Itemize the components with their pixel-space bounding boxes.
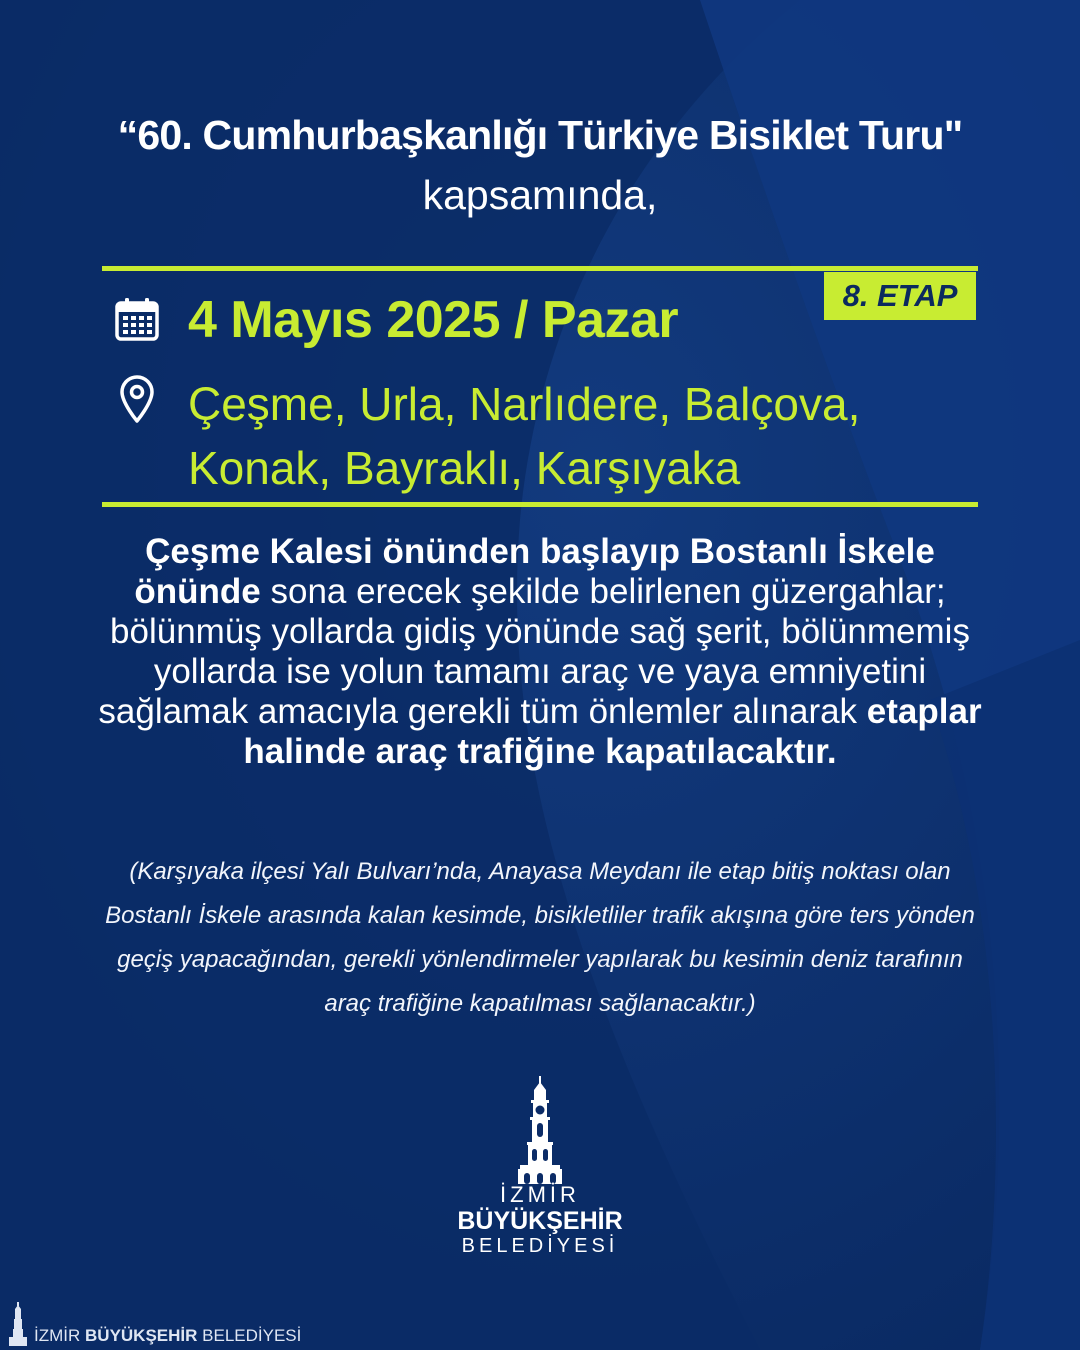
logo-line-1: İZMİR — [500, 1182, 580, 1207]
event-locations — [188, 372, 860, 500]
footnote: (Karşıyaka ilçesi Yalı Bulvarı’nda, Anayasa Meydanı ile etap bitiş noktası olan Bostanlı İskele arasında kalan kesimde, bisikletliler trafik akışına göre ters yönden geçiş yapacağından, gerekli yönlendirmeler yapılarak bu kesimin deniz tarafının araç trafiğine kapatılması sağlanacaktır.) — [105, 858, 975, 1017]
main-announcement — [90, 532, 990, 772]
calendar-icon — [114, 296, 160, 342]
footer-part-2: BÜYÜKŞEHİR — [85, 1326, 198, 1345]
announcement-body: sona erecek şekilde belirlenen güzergahlar; bölünmüş yollarda gidiş yönünde sağ şerit, bölünmemiş yollarda ise yolun tamamı araç ve yaya emniyetini sağlamak amacıyla gerekli tüm önlemler alınarak — [98, 572, 970, 731]
footer-tower-icon — [6, 1302, 30, 1346]
announcement-bold-start: Çeşme Kalesi önünden başlayıp Bostanlı İskele önünde — [134, 532, 935, 611]
poster-title: “60. Cumhurbaşkanlığı Türkiye Bisiklet Turu" — [117, 112, 963, 158]
poster-subtitle: kapsamında, — [422, 172, 658, 218]
municipality-logo — [440, 1182, 640, 1258]
logo-line-2: BÜYÜKŞEHİR — [457, 1207, 623, 1235]
location-line-2: Konak, Bayraklı, Karşıyaka — [188, 442, 741, 494]
footer-watermark — [34, 1326, 301, 1346]
clock-tower-icon — [510, 1076, 570, 1184]
bottom-divider — [102, 502, 978, 507]
top-divider — [102, 266, 978, 271]
logo-line-3: BELEDİYESİ — [461, 1235, 619, 1257]
footer-part-3: BELEDİYESİ — [202, 1326, 302, 1345]
stage-badge: 8. ETAP — [824, 272, 976, 320]
location-pin-icon — [118, 374, 156, 424]
announcement-bold-end: etaplar halinde araç trafiğine kapatılacaktır. — [243, 692, 982, 771]
footer-part-1: İZMİR — [34, 1326, 81, 1345]
location-line-1: Çeşme, Urla, Narlıdere, Balçova, — [188, 378, 861, 430]
event-date: 4 Mayıs 2025 / Pazar — [188, 291, 679, 349]
